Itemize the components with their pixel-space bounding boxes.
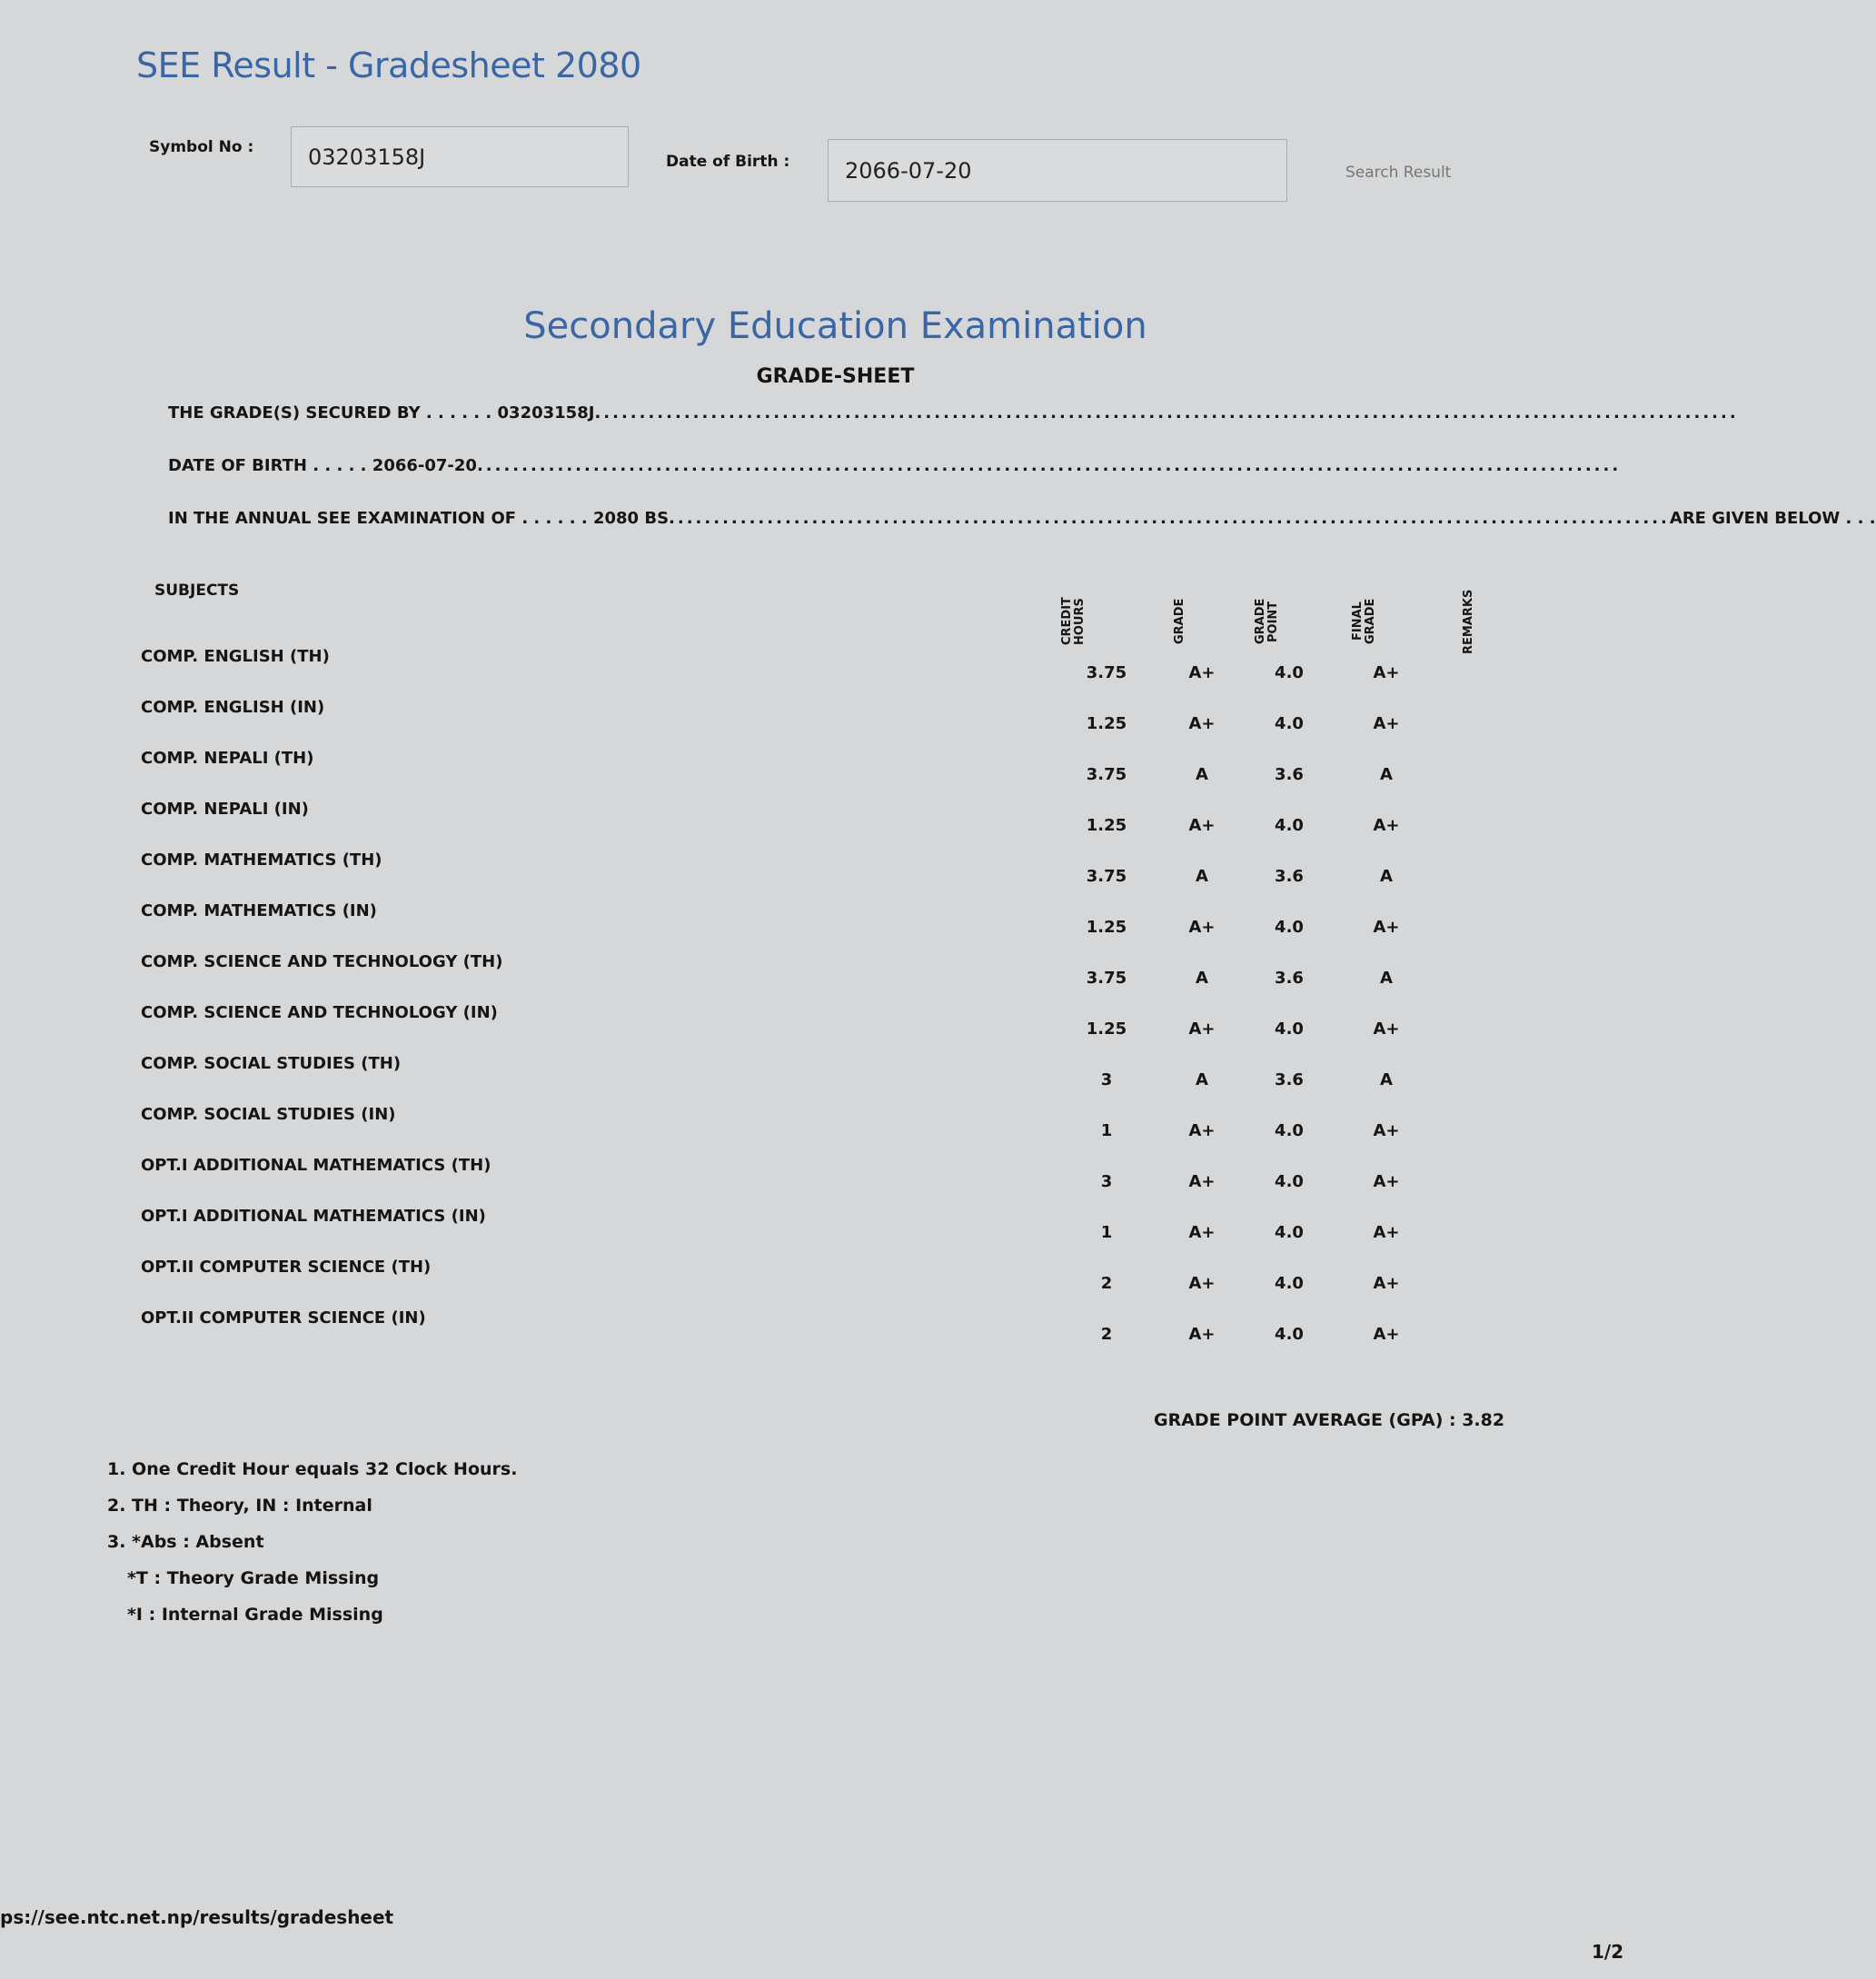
table-row bbox=[141, 1003, 1413, 1054]
subjects-header: SUBJECTS bbox=[154, 582, 240, 600]
grade-point-cell: 3.6 bbox=[1275, 765, 1304, 784]
grade-cell: A+ bbox=[1188, 1274, 1216, 1293]
final-grade-cell: A bbox=[1380, 1070, 1393, 1089]
secured-by-value: 03203158J bbox=[497, 403, 595, 423]
final-grade-cell: A+ bbox=[1373, 1172, 1400, 1191]
grade-cell: A bbox=[1196, 1070, 1208, 1089]
exam-line-value: 2080 BS bbox=[592, 509, 670, 528]
final-grade-cell: A bbox=[1380, 765, 1393, 784]
credit-cell: 1.25 bbox=[1086, 816, 1127, 835]
credit-cell: 3.75 bbox=[1086, 663, 1127, 682]
table-row bbox=[141, 850, 1413, 901]
grade-cell: A+ bbox=[1188, 1325, 1216, 1344]
credit-hours-header: CREDIT HOURS bbox=[1060, 597, 1087, 646]
table-row bbox=[141, 698, 1413, 749]
grade-point-header: GRADE POINT bbox=[1254, 598, 1280, 645]
grade-point-cell: 3.6 bbox=[1275, 969, 1304, 988]
exam-line-label: IN THE ANNUAL SEE EXAMINATION OF . . . . . . bbox=[168, 509, 588, 528]
grade-cell: A bbox=[1196, 969, 1208, 988]
subject-cell: COMP. ENGLISH (IN) bbox=[141, 698, 325, 717]
footnote: 3. *Abs : Absent bbox=[107, 1532, 264, 1552]
subject-cell: OPT.II COMPUTER SCIENCE (IN) bbox=[141, 1308, 426, 1328]
grade-point-cell: 4.0 bbox=[1275, 1274, 1304, 1293]
grade-point-cell: 4.0 bbox=[1275, 714, 1304, 733]
exam-line-suffix: ARE GIVEN BELOW . . . bbox=[1669, 509, 1876, 528]
dob-input[interactable]: 2066-07-20 bbox=[828, 139, 1287, 202]
subject-cell: COMP. NEPALI (IN) bbox=[141, 800, 309, 819]
grade-cell: A+ bbox=[1188, 816, 1216, 835]
dob-line-value: 2066-07-20 bbox=[372, 456, 477, 475]
final-grade-cell: A+ bbox=[1373, 918, 1400, 937]
credit-cell: 3 bbox=[1100, 1172, 1113, 1191]
sheet-subheading: GRADE-SHEET bbox=[756, 365, 915, 388]
grade-cell: A+ bbox=[1188, 1019, 1216, 1039]
page-number: 1/2 bbox=[1592, 1941, 1624, 1963]
table-row bbox=[141, 1105, 1413, 1156]
table-row bbox=[141, 1156, 1413, 1207]
final-grade-cell: A bbox=[1380, 969, 1393, 988]
credit-cell: 2 bbox=[1100, 1325, 1113, 1344]
table-row bbox=[141, 1207, 1413, 1258]
symbol-label: Symbol No : bbox=[149, 138, 254, 156]
subject-cell: COMP. SOCIAL STUDIES (IN) bbox=[141, 1105, 396, 1124]
subject-cell: COMP. MATHEMATICS (TH) bbox=[141, 850, 382, 870]
grade-point-cell: 4.0 bbox=[1275, 1019, 1304, 1039]
grade-header: GRADE bbox=[1173, 598, 1186, 645]
final-grade-cell: A+ bbox=[1373, 1274, 1400, 1293]
grade-cell: A+ bbox=[1188, 714, 1216, 733]
secured-by-label: THE GRADE(S) SECURED BY . . . . . . bbox=[168, 403, 492, 423]
credit-cell: 2 bbox=[1100, 1274, 1113, 1293]
remarks-header: REMARKS bbox=[1462, 589, 1475, 654]
subject-cell: OPT.II COMPUTER SCIENCE (TH) bbox=[141, 1258, 432, 1277]
grade-point-cell: 4.0 bbox=[1275, 918, 1304, 937]
grade-cell: A+ bbox=[1188, 1223, 1216, 1242]
table-row bbox=[141, 800, 1413, 850]
grade-point-cell: 4.0 bbox=[1275, 1172, 1304, 1191]
grade-point-cell: 4.0 bbox=[1275, 1325, 1304, 1344]
credit-cell: 3.75 bbox=[1086, 867, 1127, 886]
subject-cell: COMP. NEPALI (TH) bbox=[141, 749, 314, 768]
page-title: SEE Result - Gradesheet 2080 bbox=[136, 45, 641, 85]
table-row bbox=[141, 647, 1413, 698]
final-grade-cell: A+ bbox=[1373, 663, 1400, 682]
subject-cell: COMP. SCIENCE AND TECHNOLOGY (TH) bbox=[141, 952, 503, 971]
grade-point-cell: 3.6 bbox=[1275, 1070, 1304, 1089]
final-grade-cell: A+ bbox=[1373, 1325, 1400, 1344]
page-url: ps://see.ntc.net.np/results/gradesheet bbox=[0, 1906, 394, 1928]
credit-cell: 1 bbox=[1100, 1223, 1113, 1242]
footnote: 1. One Credit Hour equals 32 Clock Hours. bbox=[107, 1459, 518, 1479]
grade-point-cell: 4.0 bbox=[1275, 1121, 1304, 1140]
grade-cell: A bbox=[1196, 867, 1208, 886]
grade-point-cell: 4.0 bbox=[1275, 1223, 1304, 1242]
symbol-input[interactable]: 03203158J bbox=[291, 126, 629, 187]
grade-cell: A+ bbox=[1188, 918, 1216, 937]
secured-by-line: THE GRADE(S) SECURED BY . . . . . . 03203158J ................................................................................................................................ bbox=[168, 403, 1739, 423]
footnote: *I : Internal Grade Missing bbox=[127, 1605, 383, 1625]
final-grade-cell: A+ bbox=[1373, 1223, 1400, 1242]
credit-cell: 3 bbox=[1100, 1070, 1113, 1089]
credit-cell: 1.25 bbox=[1086, 714, 1127, 733]
final-grade-header: FINAL GRADE bbox=[1351, 598, 1377, 645]
table-row bbox=[141, 1308, 1413, 1359]
grade-cell: A+ bbox=[1188, 663, 1216, 682]
credit-cell: 1 bbox=[1100, 1121, 1113, 1140]
subject-cell: COMP. SCIENCE AND TECHNOLOGY (IN) bbox=[141, 1003, 498, 1022]
subject-cell: OPT.I ADDITIONAL MATHEMATICS (IN) bbox=[141, 1207, 486, 1226]
credit-cell: 1.25 bbox=[1086, 1019, 1127, 1039]
credit-cell: 3.75 bbox=[1086, 765, 1127, 784]
credit-cell: 3.75 bbox=[1086, 969, 1127, 988]
dob-label: Date of Birth : bbox=[666, 153, 790, 171]
sheet-heading: Secondary Education Examination bbox=[523, 305, 1147, 347]
grade-point-cell: 4.0 bbox=[1275, 816, 1304, 835]
dob-line: DATE OF BIRTH . . . . . 2066-07-20 ................................................................................................................................ bbox=[168, 456, 1622, 475]
table-row bbox=[141, 1054, 1413, 1105]
final-grade-cell: A+ bbox=[1373, 1121, 1400, 1140]
grade-cell: A+ bbox=[1188, 1172, 1216, 1191]
footnote: 2. TH : Theory, IN : Internal bbox=[107, 1496, 372, 1516]
subject-cell: COMP. SOCIAL STUDIES (TH) bbox=[141, 1054, 402, 1073]
final-grade-cell: A bbox=[1380, 867, 1393, 886]
grade-point-cell: 3.6 bbox=[1275, 867, 1304, 886]
credit-cell: 1.25 bbox=[1086, 918, 1127, 937]
exam-line: IN THE ANNUAL SEE EXAMINATION OF . . . . . . 2080 BS ................................................................................................................ ARE GIVEN BELOW . . . bbox=[168, 509, 1876, 528]
subject-cell: COMP. ENGLISH (TH) bbox=[141, 647, 330, 666]
footnote: *T : Theory Grade Missing bbox=[127, 1568, 380, 1588]
table-row bbox=[141, 749, 1413, 800]
final-grade-cell: A+ bbox=[1373, 1019, 1400, 1039]
grade-point-cell: 4.0 bbox=[1275, 663, 1304, 682]
subject-cell: OPT.I ADDITIONAL MATHEMATICS (TH) bbox=[141, 1156, 491, 1175]
gpa-text: GRADE POINT AVERAGE (GPA) : 3.82 bbox=[1154, 1410, 1505, 1430]
final-grade-cell: A+ bbox=[1373, 714, 1400, 733]
dob-line-label: DATE OF BIRTH . . . . . bbox=[168, 456, 367, 475]
final-grade-cell: A+ bbox=[1373, 816, 1400, 835]
table-row bbox=[141, 901, 1413, 952]
grade-cell: A+ bbox=[1188, 1121, 1216, 1140]
grade-cell: A bbox=[1196, 765, 1208, 784]
table-row bbox=[141, 952, 1413, 1003]
subject-cell: COMP. MATHEMATICS (IN) bbox=[141, 901, 377, 920]
table-row bbox=[141, 1258, 1413, 1308]
search-result-button[interactable]: Search Result bbox=[1345, 164, 1452, 182]
